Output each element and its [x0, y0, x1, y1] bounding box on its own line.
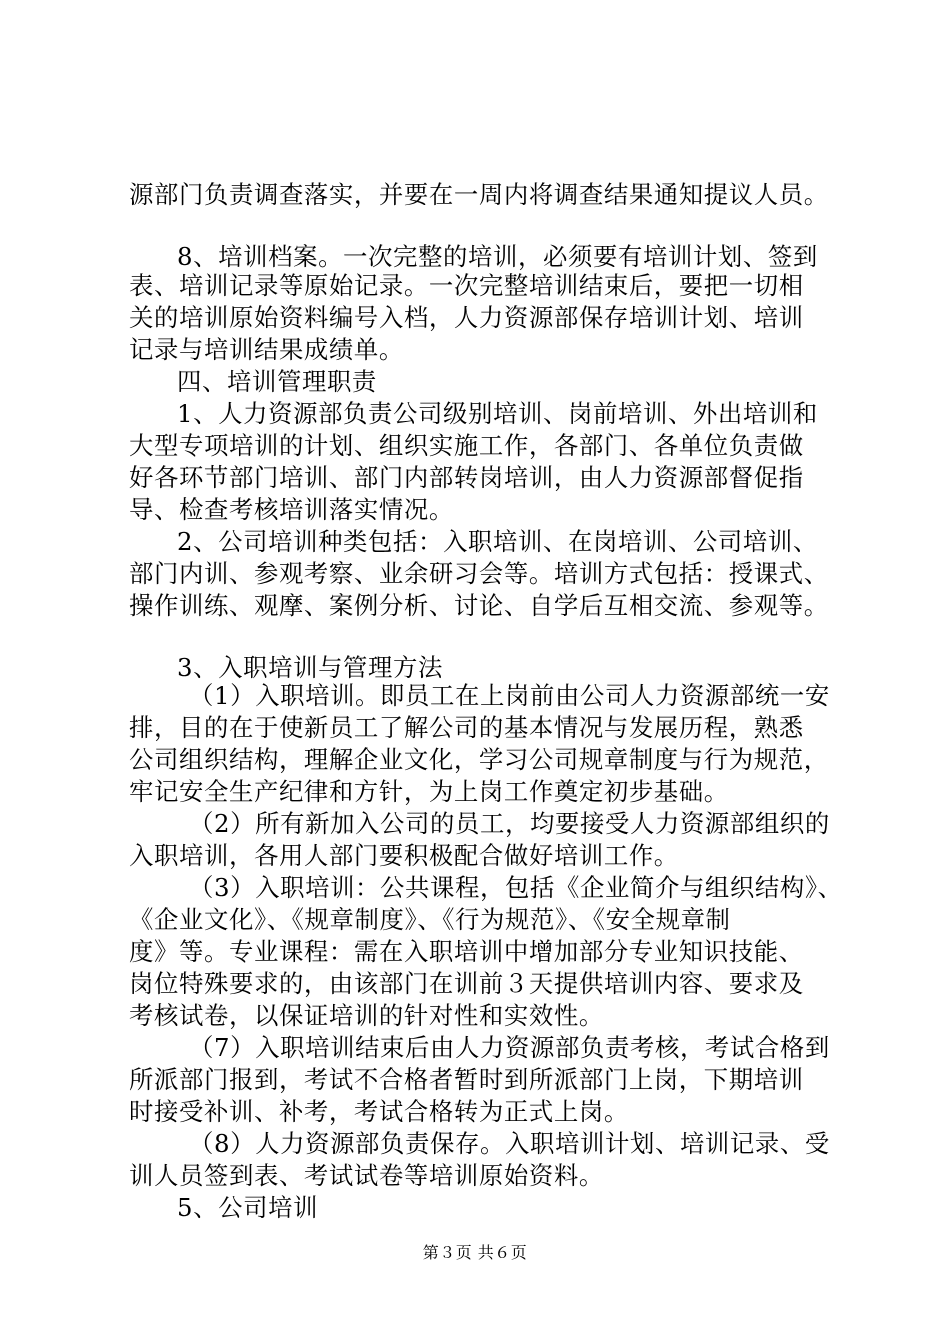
paragraph-line: （1）入职培训。即员工在上岗前由公司人力资源部统一安	[189, 681, 830, 710]
paragraph-line: 时接受补训、补考，考试合格转为正式上岗。	[129, 1097, 629, 1126]
paragraph-line: （3）入职培训：公共课程，包括《企业简介与组织结构》、	[189, 873, 843, 902]
paragraph-line: 公司组织结构，理解企业文化，学习公司规章制度与行为规范，	[129, 745, 829, 774]
paragraph-line: 大型专项培训的计划、组织实施工作，各部门、各单位负责做	[129, 431, 804, 460]
paragraph-line: 关的培训原始资料编号入档，人力资源部保存培训计划、培训	[129, 303, 804, 332]
paragraph-line: 部门内训、参观考察、业余研习会等。培训方式包括：授课式、	[129, 559, 829, 588]
paragraph-line: 导、检查考核培训落实情况。	[129, 495, 454, 524]
paragraph-line: 记录与培训结果成绩单。	[129, 335, 404, 364]
paragraph-line: 训人员签到表、考试试卷等培训原始资料。	[129, 1161, 604, 1190]
paragraph-line: 排，目的在于使新员工了解公司的基本情况与发展历程，熟悉	[129, 713, 804, 742]
paragraph-line: 1、人力资源部负责公司级别培训、岗前培训、外出培训和	[177, 399, 818, 428]
paragraph-line: 牢记安全生产纪律和方针，为上岗工作奠定初步基础。	[129, 777, 729, 806]
paragraph-line: 表、培训记录等原始记录。一次完整培训结束后，要把一切相	[129, 271, 804, 300]
page-number-footer: 第３页 共６页	[422, 1243, 528, 1262]
subsection-heading: 5、公司培训	[177, 1193, 319, 1222]
subsection-heading: 3、入职培训与管理方法	[177, 653, 444, 682]
paragraph-line: 入职培训，各用人部门要积极配合做好培训工作。	[129, 841, 679, 870]
paragraph-line: 《企业文化》、《规章制度》、《行为规范》、《安全规章制	[129, 905, 731, 934]
paragraph-line: 岗位特殊要求的，由该部门在训前３天提供培训内容、要求及	[129, 969, 804, 998]
paragraph-line: 度》等。专业课程：需在入职培训中增加部分专业知识技能、	[129, 937, 804, 966]
paragraph-line: 所派部门报到，考试不合格者暂时到所派部门上岗，下期培训	[129, 1065, 804, 1094]
paragraph-line: （7）入职培训结束后由人力资源部负责考核，考试合格到	[189, 1033, 830, 1062]
paragraph-line: 操作训练、观摩、案例分析、讨论、自学后互相交流、参观等。	[129, 591, 829, 620]
paragraph-line: 考核试卷，以保证培训的针对性和实效性。	[129, 1001, 604, 1030]
paragraph-line: （8）人力资源部负责保存。入职培训计划、培训记录、受	[189, 1129, 830, 1158]
paragraph-line: 好各环节部门培训、部门内部转岗培训，由人力资源部督促指	[129, 463, 804, 492]
paragraph-line: （2）所有新加入公司的员工，均要接受人力资源部组织的	[189, 809, 830, 838]
paragraph-line: 8、培训档案。一次完整的培训，必须要有培训计划、签到	[177, 242, 818, 271]
paragraph-line: 源部门负责调查落实，并要在一周内将调查结果通知提议人员。	[129, 180, 829, 209]
section-heading: 四、培训管理职责	[177, 367, 377, 396]
paragraph-line: 2、公司培训种类包括：入职培训、在岗培训、公司培训、	[177, 527, 818, 556]
